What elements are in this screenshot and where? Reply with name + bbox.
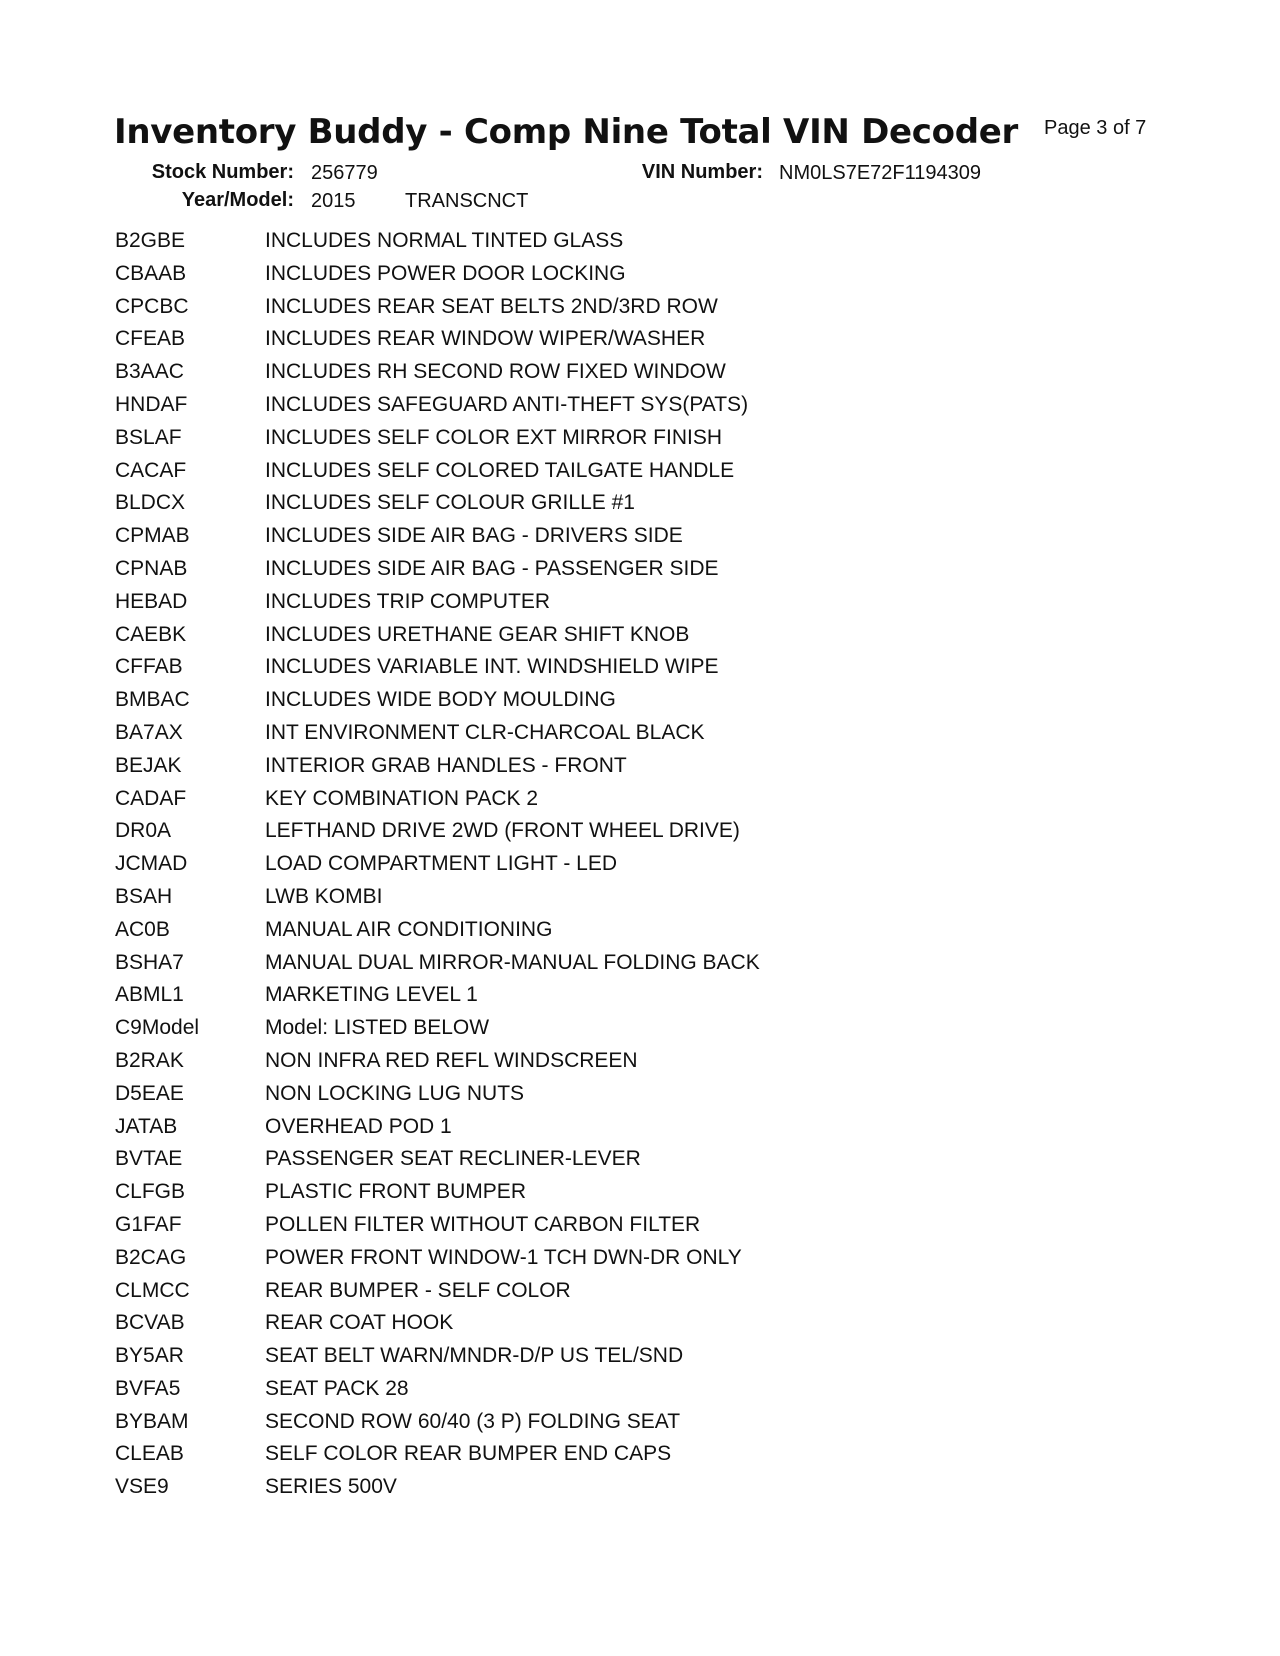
option-description: LEFTHAND DRIVE 2WD (FRONT WHEEL DRIVE) xyxy=(265,819,740,843)
option-code-list xyxy=(115,227,1115,1506)
option-description: INCLUDES REAR SEAT BELTS 2ND/3RD ROW xyxy=(265,294,718,318)
option-description: INCLUDES NORMAL TINTED GLASS xyxy=(265,229,624,252)
option-code: BEJAK xyxy=(115,753,182,777)
option-description: PASSENGER SEAT RECLINER-LEVER xyxy=(265,1147,641,1171)
list-item xyxy=(115,358,1115,391)
list-item xyxy=(115,391,1115,424)
option-description: INCLUDES WIDE BODY MOULDING xyxy=(265,688,616,712)
list-item xyxy=(115,883,1115,916)
option-description: MANUAL DUAL MIRROR-MANUAL FOLDING BACK xyxy=(265,950,760,974)
option-code: D5EAE xyxy=(115,1081,184,1105)
option-code: BMBAC xyxy=(115,688,190,712)
list-item xyxy=(115,227,1115,260)
option-code: HNDAF xyxy=(115,392,188,416)
option-description: Model: LISTED BELOW xyxy=(265,1016,490,1040)
list-item xyxy=(115,1440,1115,1473)
page-title: Inventory Buddy - Comp Nine Total VIN Decoder xyxy=(114,112,1018,152)
option-code: B2RAK xyxy=(115,1048,184,1072)
option-description: OVERHEAD POD 1 xyxy=(265,1114,452,1138)
list-item xyxy=(115,752,1115,785)
option-code: JATAB xyxy=(115,1114,178,1138)
list-item xyxy=(115,719,1115,752)
option-code: JCMAD xyxy=(115,852,188,876)
option-code: C9Model xyxy=(115,1016,200,1040)
option-description: INCLUDES REAR WINDOW WIPER/WASHER xyxy=(265,327,706,351)
option-code: CFEAB xyxy=(115,327,186,351)
option-description: MARKETING LEVEL 1 xyxy=(265,983,478,1007)
option-code: BA7AX xyxy=(115,720,183,744)
option-code: CLEAB xyxy=(115,1442,184,1466)
option-description: LWB KOMBI xyxy=(265,884,383,908)
option-description: POLLEN FILTER WITHOUT CARBON FILTER xyxy=(265,1212,701,1236)
option-code: G1FAF xyxy=(115,1212,182,1236)
option-code: BVTAE xyxy=(115,1147,183,1171)
option-code: CADAF xyxy=(115,786,187,810)
option-description: REAR BUMPER - SELF COLOR xyxy=(265,1278,571,1302)
list-item xyxy=(115,949,1115,982)
list-item xyxy=(115,1047,1115,1080)
list-item xyxy=(115,1277,1115,1310)
option-description: INCLUDES URETHANE GEAR SHIFT KNOB xyxy=(265,622,690,646)
option-code: CLFGB xyxy=(115,1180,186,1204)
stock-number-value: 256779 xyxy=(311,162,378,184)
option-code: CAEBK xyxy=(115,622,187,646)
list-item xyxy=(115,1145,1115,1178)
option-description: INCLUDES VARIABLE INT. WINDSHIELD WIPE xyxy=(265,655,719,679)
option-code: BSLAF xyxy=(115,425,182,449)
list-item xyxy=(115,653,1115,686)
vin-number-label: VIN Number: xyxy=(641,161,763,183)
list-item xyxy=(115,1080,1115,1113)
list-item xyxy=(115,1244,1115,1277)
option-code: B3AAC xyxy=(115,360,184,384)
list-item xyxy=(115,621,1115,654)
list-item xyxy=(115,1113,1115,1146)
option-description: SEAT PACK 28 xyxy=(265,1376,409,1400)
list-item xyxy=(115,981,1115,1014)
list-item xyxy=(115,1408,1115,1441)
list-item xyxy=(115,817,1115,850)
stock-number-label: Stock Number: xyxy=(151,161,294,183)
list-item xyxy=(115,424,1115,457)
list-item xyxy=(115,1375,1115,1408)
option-code: CBAAB xyxy=(115,261,187,285)
option-code: CPMAB xyxy=(115,524,190,548)
option-description: INCLUDES SIDE AIR BAG - PASSENGER SIDE xyxy=(265,556,719,580)
option-description: PLASTIC FRONT BUMPER xyxy=(265,1180,526,1204)
option-code: B2GBE xyxy=(115,229,186,252)
model-value: TRANSCNCT xyxy=(405,190,529,212)
option-description: NON INFRA RED REFL WINDSCREEN xyxy=(265,1048,638,1072)
list-item xyxy=(115,1014,1115,1047)
option-code: BYBAM xyxy=(115,1409,189,1433)
list-item xyxy=(115,1211,1115,1244)
list-item xyxy=(115,916,1115,949)
year-value: 2015 xyxy=(311,190,356,212)
option-code: BLDCX xyxy=(115,491,186,515)
option-description: REAR COAT HOOK xyxy=(265,1311,454,1335)
option-description: NON LOCKING LUG NUTS xyxy=(265,1081,525,1105)
option-code: BY5AR xyxy=(115,1344,184,1368)
list-item xyxy=(115,1309,1115,1342)
list-item xyxy=(115,686,1115,719)
list-item xyxy=(115,785,1115,818)
option-code: CPNAB xyxy=(115,556,188,580)
option-code: HEBAD xyxy=(115,589,188,613)
year-model-label: Year/Model: xyxy=(181,189,294,211)
option-description: SERIES 500V xyxy=(265,1475,397,1499)
option-code: CLMCC xyxy=(115,1278,190,1302)
list-item xyxy=(115,850,1115,883)
vin-number-value: NM0LS7E72F1194309 xyxy=(779,162,981,184)
option-code: CACAF xyxy=(115,458,187,482)
option-code: BSHA7 xyxy=(115,950,184,974)
list-item xyxy=(115,325,1115,358)
option-code: ABML1 xyxy=(115,983,184,1007)
option-description: INCLUDES POWER DOOR LOCKING xyxy=(265,261,626,285)
list-item xyxy=(115,588,1115,621)
option-code: VSE9 xyxy=(115,1475,169,1499)
option-code: DR0A xyxy=(115,819,172,843)
option-description: SELF COLOR REAR BUMPER END CAPS xyxy=(265,1442,672,1466)
option-description: INCLUDES SELF COLOUR GRILLE #1 xyxy=(265,491,635,515)
option-description: INCLUDES SELF COLORED TAILGATE HANDLE xyxy=(265,458,735,482)
list-item xyxy=(115,522,1115,555)
list-item xyxy=(115,1178,1115,1211)
option-description: INT ENVIRONMENT CLR-CHARCOAL BLACK xyxy=(265,720,705,744)
option-description: SEAT BELT WARN/MNDR-D/P US TEL/SND xyxy=(265,1344,684,1368)
option-description: LOAD COMPARTMENT LIGHT - LED xyxy=(265,852,618,876)
page-number: Page 3 of 7 xyxy=(1044,117,1147,139)
list-item xyxy=(115,260,1115,293)
list-item xyxy=(115,489,1115,522)
option-description: KEY COMBINATION PACK 2 xyxy=(265,786,539,810)
option-code: BCVAB xyxy=(115,1311,185,1335)
option-code: BVFA5 xyxy=(115,1376,181,1400)
list-item xyxy=(115,1473,1115,1506)
list-item xyxy=(115,1342,1115,1375)
option-description: POWER FRONT WINDOW-1 TCH DWN-DR ONLY xyxy=(265,1245,742,1269)
option-code: CPCBC xyxy=(115,294,189,318)
option-description: INCLUDES SIDE AIR BAG - DRIVERS SIDE xyxy=(265,524,683,548)
option-description: INCLUDES RH SECOND ROW FIXED WINDOW xyxy=(265,360,726,384)
option-description: INCLUDES SAFEGUARD ANTI-THEFT SYS(PATS) xyxy=(265,392,749,416)
option-description: INCLUDES TRIP COMPUTER xyxy=(265,589,551,613)
option-code: BSAH xyxy=(115,884,173,908)
list-item xyxy=(115,555,1115,588)
option-description: INCLUDES SELF COLOR EXT MIRROR FINISH xyxy=(265,425,723,449)
option-description: SECOND ROW 60/40 (3 P) FOLDING SEAT xyxy=(265,1409,681,1433)
list-item xyxy=(115,457,1115,490)
option-code: B2CAG xyxy=(115,1245,187,1269)
option-code: CFFAB xyxy=(115,655,183,679)
option-description: MANUAL AIR CONDITIONING xyxy=(265,917,553,941)
option-code: AC0B xyxy=(115,917,170,941)
list-item xyxy=(115,293,1115,326)
option-description: INTERIOR GRAB HANDLES - FRONT xyxy=(265,753,627,777)
